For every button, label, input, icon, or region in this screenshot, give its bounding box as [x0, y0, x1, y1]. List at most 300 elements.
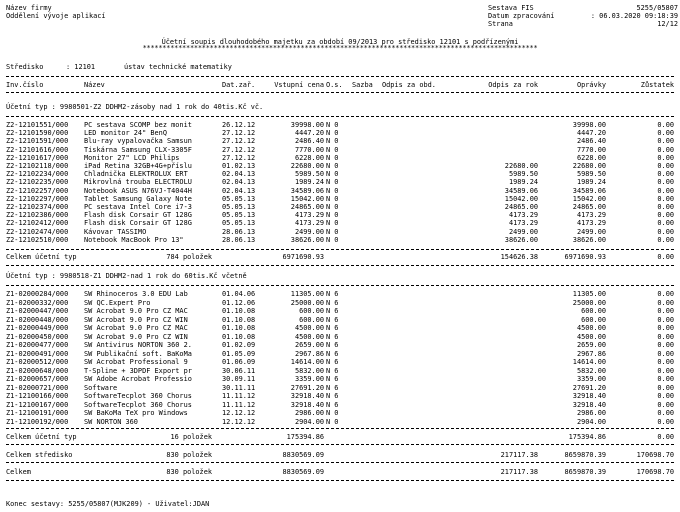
cell-datum: 01.04.06 [222, 290, 256, 298]
cell-inv-cislo: Z1-02000284/000 [6, 290, 69, 298]
cell-opravky: 600.00 [581, 315, 606, 324]
table-row [6, 392, 674, 400]
cell-o-s: N 0 [326, 203, 339, 211]
cell-zustatek: 0.00 [657, 409, 674, 417]
cell-zustatek: 0.00 [657, 235, 674, 244]
table-row [6, 409, 674, 417]
cell-datum: 12.12.12 [222, 417, 256, 426]
cell-nazev: SW Acrobat 9.0 Pro CZ MAC [84, 307, 188, 315]
cell-nazev: PC sestava Intel Core i7-3 [84, 203, 192, 211]
cell-o-s: N 0 [326, 145, 339, 154]
divider [6, 480, 674, 481]
cell-zustatek: 0.00 [657, 145, 674, 154]
cell-o-s: N 6 [326, 358, 339, 366]
cell-o-s: N 6 [326, 341, 339, 349]
total-label: Celkem [6, 468, 31, 476]
cell-vstupni-cena: 600.00 [299, 315, 324, 324]
cell-zustatek: 0.00 [657, 170, 674, 179]
cell-opravky: 38626.00 [572, 235, 606, 244]
cell-datum: 26.12.12 [222, 121, 256, 129]
cell-vstupni-cena: 38626.00 [290, 235, 324, 244]
cell-odpis-rok: 4173.29 [508, 219, 538, 228]
cell-nazev: SW Acrobat Professional 9 [84, 358, 188, 366]
cell-datum: 30.11.11 [222, 383, 256, 392]
group-header [6, 103, 674, 111]
cell-zustatek: 0.00 [657, 307, 674, 315]
cell-o-s: N 6 [326, 298, 339, 307]
cell-vstupni-cena: 4173.29 [294, 211, 324, 220]
table-row [6, 211, 674, 219]
table-row [6, 154, 674, 162]
cell-zustatek: 0.00 [657, 290, 674, 298]
cell-datum: 27.12.12 [222, 153, 256, 162]
stredisko-label: Středisko [6, 63, 44, 71]
cell-opravky: 39998.00 [572, 121, 606, 129]
cell-opravky: 34589.06 [572, 186, 606, 195]
cell-zustatek: 0.00 [657, 358, 674, 366]
cell-zustatek: 0.00 [657, 298, 674, 307]
cell-vstupni-cena: 15042.00 [290, 194, 324, 203]
stredisko-code: : 12101 [66, 63, 96, 71]
total-zustatek: 170698.70 [636, 468, 674, 476]
cell-o-s: N 0 [326, 235, 339, 244]
cell-datum: 05.05.13 [222, 203, 256, 211]
divider [6, 265, 674, 266]
cell-o-s: N 0 [326, 153, 339, 162]
cell-o-s: N 6 [326, 332, 339, 341]
table-row [6, 121, 674, 129]
cell-opravky: 32918.40 [572, 400, 606, 409]
cell-inv-cislo: Z2-12102257/000 [6, 186, 69, 195]
cell-o-s: N 0 [326, 227, 339, 236]
table-row [6, 170, 674, 178]
cell-inv-cislo: Z1-12100167/000 [6, 400, 69, 409]
cell-nazev: Notebook ASUS N76VJ-T4044H [84, 186, 192, 195]
cell-zustatek: 0.00 [657, 162, 674, 170]
cell-zustatek: 0.00 [657, 375, 674, 383]
divider [6, 462, 674, 463]
cell-datum: 28.06.13 [222, 227, 256, 236]
strana-row [488, 20, 678, 28]
cell-o-s: N 0 [326, 170, 339, 179]
cell-datum: 02.04.13 [222, 170, 256, 179]
group2-total [6, 433, 674, 441]
col-os: O.s. [326, 81, 343, 89]
cell-zustatek: 0.00 [657, 153, 674, 162]
cell-inv-cislo: Z1-02000477/000 [6, 341, 69, 349]
col-nazev: Název [84, 81, 105, 89]
cell-inv-cislo: Z2-12102235/000 [6, 178, 69, 187]
cell-datum: 27.12.12 [222, 129, 256, 138]
cell-inv-cislo: Z2-12102474/000 [6, 227, 69, 236]
col-inv: Inv.číslo [6, 81, 44, 89]
total-opravky: 6971690.93 [564, 253, 606, 261]
cell-nazev: SW Acrobat 9.0 Pro CZ WIN [84, 315, 188, 324]
cell-datum: 27.12.12 [222, 137, 256, 146]
cell-opravky: 2967.86 [576, 349, 606, 358]
cell-datum: 02.04.13 [222, 186, 256, 195]
cell-opravky: 2486.40 [576, 137, 606, 146]
table-row [6, 299, 674, 307]
cell-o-s: N 6 [326, 349, 339, 358]
table-row [6, 203, 674, 211]
cell-inv-cislo: Z2-12102412/000 [6, 219, 69, 228]
cell-datum: 05.05.13 [222, 211, 256, 220]
cell-vstupni-cena: 5832.00 [294, 366, 324, 375]
cell-inv-cislo: Z1-02000332/000 [6, 298, 69, 307]
title-underline: **************************************************************************************************** [142, 45, 538, 51]
cell-vstupni-cena: 24865.00 [290, 203, 324, 211]
cell-vstupni-cena: 4500.00 [294, 324, 324, 332]
cell-vstupni-cena: 25000.00 [290, 298, 324, 307]
cell-odpis-rok: 34589.06 [504, 186, 538, 195]
cell-vstupni-cena: 14614.00 [290, 358, 324, 366]
cell-vstupni-cena: 2659.00 [294, 341, 324, 349]
cell-nazev: SW BaKoMa TeX pro Windows [84, 409, 188, 417]
cell-inv-cislo: Z1-02000512/000 [6, 358, 69, 366]
total-cena: 6971690.93 [282, 253, 324, 261]
cell-zustatek: 0.00 [657, 400, 674, 409]
sestava-row [488, 4, 678, 12]
report-title: Účetní soupis dlouhodobého majetku za období 09/2013 pro středisko 12101 s podřízenými [161, 38, 519, 46]
cell-inv-cislo: Z2-12101616/000 [6, 145, 69, 154]
cell-nazev: PC sestava SCOMP bez monit [84, 121, 192, 129]
cell-inv-cislo: Z2-12102118/000 [6, 162, 69, 170]
cell-o-s: N 6 [326, 400, 339, 409]
cell-opravky: 2986.00 [576, 409, 606, 417]
column-headers [6, 81, 674, 89]
total-zustatek: 170698.70 [636, 451, 674, 459]
group1-total [6, 253, 674, 261]
col-odpis-rok: Odpis za rok [488, 81, 538, 89]
total-odpis-rok: 217117.38 [500, 468, 538, 476]
cell-datum: 01.02.09 [222, 341, 256, 349]
cell-o-s: N 0 [326, 186, 339, 195]
cell-zustatek: 0.00 [657, 349, 674, 358]
cell-opravky: 27691.20 [572, 383, 606, 392]
table-row [6, 195, 674, 203]
grand-total [6, 468, 674, 476]
cell-opravky: 22680.00 [572, 162, 606, 170]
cell-odpis-rok: 1989.24 [508, 178, 538, 187]
report-footer [6, 500, 674, 508]
cell-vstupni-cena: 27691.20 [290, 383, 324, 392]
cell-inv-cislo: Z1-02000491/000 [6, 349, 69, 358]
cell-vstupni-cena: 34589.06 [290, 186, 324, 195]
cell-nazev: Monitor 27" LCD Philips [84, 153, 180, 162]
cell-zustatek: 0.00 [657, 203, 674, 211]
table-row [6, 219, 674, 227]
cell-opravky: 4173.29 [576, 211, 606, 220]
cell-zustatek: 0.00 [657, 219, 674, 228]
cell-o-s: N 0 [326, 178, 339, 187]
table-row [6, 358, 674, 366]
cell-zustatek: 0.00 [657, 186, 674, 195]
cell-opravky: 7770.00 [576, 145, 606, 154]
cell-vstupni-cena: 2986.00 [294, 409, 324, 417]
cell-o-s: N 0 [326, 409, 339, 417]
cell-nazev: Flash disk Corsair GT 128G [84, 211, 192, 220]
cell-datum: 01.10.08 [222, 324, 256, 332]
table-row [6, 316, 674, 324]
table-row [6, 178, 674, 186]
cell-opravky: 4500.00 [576, 332, 606, 341]
table-row [6, 129, 674, 137]
total-cena: 175394.86 [286, 433, 324, 441]
cell-vstupni-cena: 3359.00 [294, 375, 324, 383]
cell-o-s: N 6 [326, 375, 339, 383]
cell-vstupni-cena: 22680.00 [290, 162, 324, 170]
table-row [6, 333, 674, 341]
cell-nazev: Mikrovlná trouba ELECTROLU [84, 178, 192, 187]
cell-vstupni-cena: 32918.40 [290, 392, 324, 400]
cell-opravky: 4447.20 [576, 129, 606, 138]
divider [6, 116, 674, 117]
datum-value: : 06.03.2020 09:18:39 [590, 12, 678, 20]
divider [6, 444, 674, 445]
cell-opravky: 6228.00 [576, 153, 606, 162]
cell-o-s: N 0 [326, 417, 339, 426]
cell-nazev: SW Publikační soft. BaKoMa [84, 349, 192, 358]
total-label: Celkem středisko [6, 451, 73, 459]
cell-zustatek: 0.00 [657, 178, 674, 187]
total-zustatek: 0.00 [657, 433, 674, 441]
total-cena: 8830569.09 [282, 468, 324, 476]
cell-vstupni-cena: 4173.29 [294, 219, 324, 228]
cell-datum: 01.06.09 [222, 358, 256, 366]
sestava-label: Sestava FIS [488, 4, 534, 12]
cell-vstupni-cena: 7770.00 [294, 145, 324, 154]
cell-nazev: Blu-ray vypalovačka Samsun [84, 137, 192, 146]
cell-o-s: N 6 [326, 290, 339, 298]
col-sazba: Sazba [352, 81, 373, 89]
table-row [6, 418, 674, 426]
total-count: 784 položek [166, 253, 212, 261]
group-header-text: Účetní typ : 9980518-Z1 DDHM2-nad 1 rok do 60tis.Kč včetně [6, 272, 247, 280]
cell-nazev: iPad Retina 32GB+4G+příslu [84, 162, 192, 170]
cell-datum: 02.04.13 [222, 178, 256, 187]
cell-inv-cislo: Z1-02000648/000 [6, 366, 69, 375]
cell-opravky: 3359.00 [576, 375, 606, 383]
cell-vstupni-cena: 32918.40 [290, 400, 324, 409]
total-odpis-rok: 154626.38 [500, 253, 538, 261]
cell-zustatek: 0.00 [657, 417, 674, 426]
cell-zustatek: 0.00 [657, 137, 674, 146]
strana-label: Strana [488, 20, 513, 28]
col-cena: Vstupní cena [274, 81, 324, 89]
cell-nazev: SW Acrobat 9.0 Pro CZ MAC [84, 324, 188, 332]
cell-inv-cislo: Z2-12101591/000 [6, 137, 69, 146]
cell-nazev: SW Rhinoceros 3.0 EDU Lab [84, 290, 188, 298]
total-label: Celkem účetní typ [6, 433, 77, 441]
cell-inv-cislo: Z2-12102374/000 [6, 203, 69, 211]
table-row [6, 324, 674, 332]
cell-opravky: 5832.00 [576, 366, 606, 375]
cell-o-s: N 0 [326, 121, 339, 129]
table-row [6, 236, 674, 244]
cell-inv-cislo: Z1-02000450/000 [6, 332, 69, 341]
cell-nazev: Notebook MacBook Pro 13" [84, 235, 184, 244]
cell-o-s: N 6 [326, 324, 339, 332]
cell-inv-cislo: Z1-12100166/000 [6, 392, 69, 400]
cell-o-s: N 6 [326, 307, 339, 315]
cell-datum: 01.10.08 [222, 315, 256, 324]
table-row [6, 290, 674, 298]
table-row [6, 401, 674, 409]
group-header [6, 272, 674, 280]
cell-o-s: N 6 [326, 392, 339, 400]
total-count: 830 položek [166, 451, 212, 459]
total-label: Celkem účetní typ [6, 253, 77, 261]
cell-opravky: 25000.00 [572, 298, 606, 307]
total-opravky: 8659870.39 [564, 468, 606, 476]
cell-odpis-rok: 15042.00 [504, 194, 538, 203]
report-header-right [482, 4, 678, 28]
total-odpis-rok: 217117.38 [500, 451, 538, 459]
cell-nazev: SW QC.Expert Pro [84, 298, 151, 307]
cell-nazev: SW Adobe Acrobat Professio [84, 375, 192, 383]
cell-zustatek: 0.00 [657, 227, 674, 236]
cell-inv-cislo: Z1-02000449/000 [6, 324, 69, 332]
cell-inv-cislo: Z2-12102297/000 [6, 194, 69, 203]
footer-text: Konec sestavy: 5255/05807(MJK209) - Uživatel:JDAN [6, 500, 210, 508]
divider [6, 76, 674, 77]
stredisko-total [6, 451, 674, 459]
cell-datum: 01.02.13 [222, 162, 256, 170]
cell-opravky: 1989.24 [576, 178, 606, 187]
group-header-text: Účetní typ : 9980501-Z2 DDHM2-zásoby nad 1 rok do 40tis.Kč vč. [6, 103, 264, 111]
cell-opravky: 4173.29 [576, 219, 606, 228]
col-datum: Dat.zař. [222, 81, 256, 89]
table-row [6, 146, 674, 154]
cell-zustatek: 0.00 [657, 332, 674, 341]
cell-inv-cislo: Z1-12100192/000 [6, 417, 69, 426]
cell-nazev: Kávovar TASSIMO [84, 227, 147, 236]
cell-zustatek: 0.00 [657, 341, 674, 349]
cell-vstupni-cena: 2904.00 [294, 417, 324, 426]
cell-nazev: Tablet Samsung Galaxy Note [84, 194, 192, 203]
cell-zustatek: 0.00 [657, 121, 674, 129]
cell-zustatek: 0.00 [657, 129, 674, 138]
cell-datum: 11.11.12 [222, 392, 256, 400]
cell-nazev: SoftwareTecplot 360 Chorus [84, 392, 192, 400]
total-count: 830 položek [166, 468, 212, 476]
table-row [6, 187, 674, 195]
cell-nazev: SW Antivirus NORTON 360 2. [84, 341, 192, 349]
cell-odpis-rok: 4173.29 [508, 211, 538, 220]
cell-datum: 30.09.11 [222, 375, 256, 383]
cell-nazev: SW NORTON 360 [84, 417, 138, 426]
divider [6, 92, 674, 93]
total-count: 16 položek [170, 433, 212, 441]
cell-vstupni-cena: 11305.00 [290, 290, 324, 298]
total-zustatek: 0.00 [657, 253, 674, 261]
table-row [6, 162, 674, 170]
cell-inv-cislo: Z1-02000448/000 [6, 315, 69, 324]
department-name: Oddělení vývoje aplikací [6, 12, 106, 20]
cell-vstupni-cena: 2486.40 [294, 137, 324, 146]
cell-vstupni-cena: 39998.00 [290, 121, 324, 129]
cell-zustatek: 0.00 [657, 366, 674, 375]
cell-datum: 05.05.13 [222, 219, 256, 228]
table-row [6, 350, 674, 358]
cell-datum: 05.05.13 [222, 194, 256, 203]
cell-datum: 30.06.11 [222, 366, 256, 375]
cell-vstupni-cena: 5989.50 [294, 170, 324, 179]
cell-opravky: 2904.00 [576, 417, 606, 426]
cell-datum: 28.06.13 [222, 235, 256, 244]
cell-nazev: SW Acrobat 9.0 Pro CZ WIN [84, 332, 188, 341]
cell-opravky: 32918.40 [572, 392, 606, 400]
col-opravky: Oprávky [576, 81, 606, 89]
cell-nazev: SoftwareTecplot 360 Chorus [84, 400, 192, 409]
cell-nazev: Software [84, 383, 118, 392]
cell-inv-cislo: Z2-12101617/000 [6, 153, 69, 162]
table-row [6, 384, 674, 392]
cell-zustatek: 0.00 [657, 383, 674, 392]
cell-vstupni-cena: 2967.86 [294, 349, 324, 358]
cell-datum: 11.11.12 [222, 400, 256, 409]
cell-opravky: 14614.00 [572, 358, 606, 366]
cell-o-s: N 0 [326, 129, 339, 138]
cell-odpis-rok: 38626.00 [504, 235, 538, 244]
cell-datum: 27.12.12 [222, 145, 256, 154]
company-name: Název firmy [6, 4, 52, 12]
cell-nazev: Chladnička ELEKTROLUX ERT [84, 170, 188, 179]
cell-inv-cislo: Z2-12102386/000 [6, 211, 69, 220]
cell-odpis-rok: 2499.00 [508, 227, 538, 236]
table-row [6, 341, 674, 349]
stredisko-name: ústav technické matematiky [124, 63, 232, 71]
cell-datum: 01.12.06 [222, 298, 256, 307]
cell-vstupni-cena: 1989.24 [294, 178, 324, 187]
table-row [6, 228, 674, 236]
cell-vstupni-cena: 4447.20 [294, 129, 324, 138]
cell-o-s: N 0 [326, 194, 339, 203]
cell-inv-cislo: Z2-12102234/000 [6, 170, 69, 179]
cell-nazev: Flash disk Corsair GT 128G [84, 219, 192, 228]
total-opravky: 8659870.39 [564, 451, 606, 459]
cell-opravky: 11305.00 [572, 290, 606, 298]
cell-o-s: N 6 [326, 315, 339, 324]
cell-zustatek: 0.00 [657, 324, 674, 332]
datum-row [488, 12, 678, 20]
cell-opravky: 24865.00 [572, 203, 606, 211]
cell-opravky: 5989.50 [576, 170, 606, 179]
report-header-left [6, 4, 106, 20]
cell-inv-cislo: Z2-12101551/000 [6, 121, 69, 129]
cell-opravky: 2659.00 [576, 341, 606, 349]
table-row [6, 307, 674, 315]
cell-odpis-rok: 24865.00 [504, 203, 538, 211]
cell-vstupni-cena: 6228.00 [294, 153, 324, 162]
table-row [6, 137, 674, 145]
cell-opravky: 15042.00 [572, 194, 606, 203]
sestava-value: 5255/05807 [636, 4, 678, 12]
strana-value: 12/12 [657, 20, 678, 28]
cell-zustatek: 0.00 [657, 194, 674, 203]
stredisko-line [6, 63, 674, 71]
divider [6, 249, 674, 250]
cell-inv-cislo: Z1-02000447/000 [6, 307, 69, 315]
divider [6, 428, 674, 429]
cell-datum: 01.05.09 [222, 349, 256, 358]
col-zustatek: Zůstatek [640, 81, 674, 89]
cell-opravky: 4500.00 [576, 324, 606, 332]
cell-o-s: N 0 [326, 162, 339, 170]
cell-inv-cislo: Z2-12102510/000 [6, 235, 69, 244]
cell-zustatek: 0.00 [657, 392, 674, 400]
